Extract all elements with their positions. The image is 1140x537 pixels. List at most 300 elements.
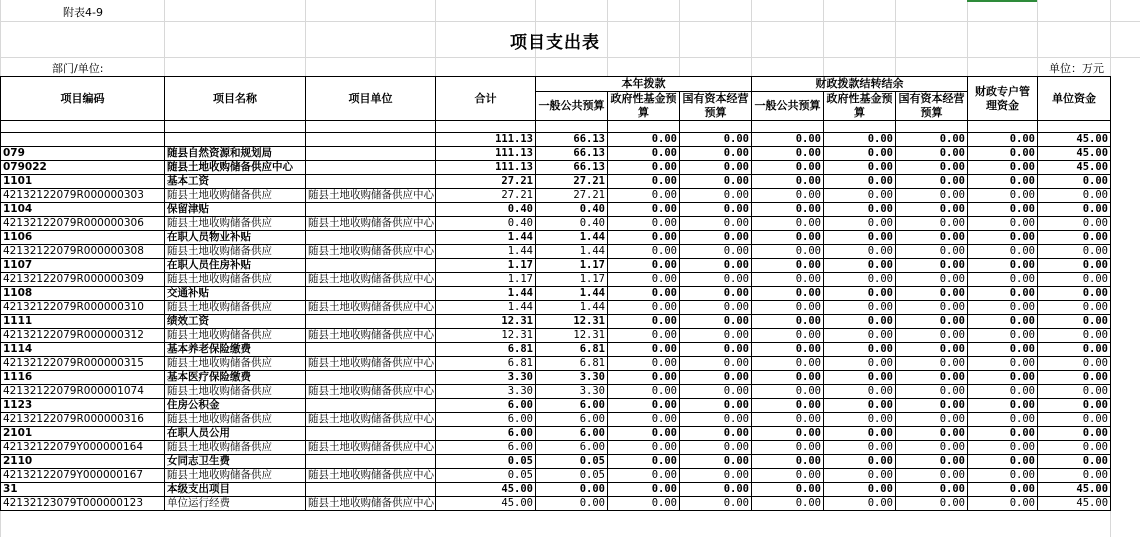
cell-total[interactable]: 6.81 <box>436 357 536 371</box>
cell-gov-fund[interactable]: 0.00 <box>608 343 680 357</box>
cell-special-mgmt[interactable]: 0.00 <box>968 427 1038 441</box>
cell-special-mgmt[interactable]: 0.00 <box>968 147 1038 161</box>
cell-state-capital[interactable]: 0.00 <box>680 497 752 511</box>
cell-carry-state-capital[interactable]: 0.00 <box>896 343 968 357</box>
cell-unit-fund[interactable]: 0.00 <box>1038 287 1111 301</box>
cell-special-mgmt[interactable]: 0.00 <box>968 203 1038 217</box>
cell-carry-state-capital[interactable]: 0.00 <box>896 147 968 161</box>
cell-state-capital[interactable]: 0.00 <box>680 301 752 315</box>
cell-state-capital[interactable]: 0.00 <box>680 315 752 329</box>
cell-name[interactable]: 随县土地收购储备供应 <box>165 329 306 343</box>
cell-general-budget[interactable]: 1.44 <box>536 287 608 301</box>
cell-code[interactable]: 42132123079T000000123 <box>1 497 165 511</box>
cell-total[interactable]: 12.31 <box>436 315 536 329</box>
cell-carry-gov-fund[interactable]: 0.00 <box>824 441 896 455</box>
cell-total[interactable]: 1.44 <box>436 245 536 259</box>
cell-special-mgmt[interactable]: 0.00 <box>968 161 1038 175</box>
cell-total[interactable]: 12.31 <box>436 329 536 343</box>
cell-carry-gov-fund[interactable]: 0.00 <box>824 315 896 329</box>
cell-carry-state-capital[interactable]: 0.00 <box>896 273 968 287</box>
cell-carry-state-capital[interactable]: 0.00 <box>896 287 968 301</box>
cell-unit[interactable]: 随县土地收购储备供应中心 <box>306 217 436 231</box>
cell-gov-fund[interactable]: 0.00 <box>608 371 680 385</box>
cell-general-budget[interactable]: 12.31 <box>536 329 608 343</box>
cell-unit[interactable] <box>306 259 436 273</box>
cell-unit[interactable] <box>306 147 436 161</box>
cell-unit-fund[interactable]: 0.00 <box>1038 301 1111 315</box>
cell-general-budget[interactable]: 66.13 <box>536 161 608 175</box>
cell-unit[interactable]: 随县土地收购储备供应中心 <box>306 441 436 455</box>
cell-unit-fund[interactable]: 0.00 <box>1038 413 1111 427</box>
cell-state-capital[interactable]: 0.00 <box>680 455 752 469</box>
cell-carry-general[interactable]: 0.00 <box>752 371 824 385</box>
cell-special-mgmt[interactable]: 0.00 <box>968 133 1038 147</box>
cell-state-capital[interactable]: 0.00 <box>680 273 752 287</box>
cell-carry-general[interactable]: 0.00 <box>752 315 824 329</box>
cell-general-budget[interactable]: 6.81 <box>536 357 608 371</box>
cell-gov-fund[interactable]: 0.00 <box>608 147 680 161</box>
cell-carry-general[interactable]: 0.00 <box>752 385 824 399</box>
cell-name[interactable]: 随县土地收购储备供应 <box>165 413 306 427</box>
cell-unit-fund[interactable]: 0.00 <box>1038 385 1111 399</box>
cell-general-budget[interactable]: 0.40 <box>536 203 608 217</box>
cell-unit-fund[interactable]: 45.00 <box>1038 161 1111 175</box>
cell-carry-general[interactable]: 0.00 <box>752 189 824 203</box>
cell-general-budget[interactable]: 66.13 <box>536 133 608 147</box>
cell-gov-fund[interactable]: 0.00 <box>608 189 680 203</box>
cell-carry-gov-fund[interactable]: 0.00 <box>824 301 896 315</box>
cell-state-capital[interactable]: 0.00 <box>680 231 752 245</box>
cell-name[interactable]: 随县土地收购储备供应 <box>165 357 306 371</box>
cell-gov-fund[interactable]: 0.00 <box>608 469 680 483</box>
cell-name[interactable]: 随县土地收购储备供应 <box>165 245 306 259</box>
cell-general-budget[interactable]: 0.05 <box>536 455 608 469</box>
cell-state-capital[interactable]: 0.00 <box>680 399 752 413</box>
cell-unit[interactable]: 随县土地收购储备供应中心 <box>306 273 436 287</box>
cell-state-capital[interactable]: 0.00 <box>680 287 752 301</box>
cell-special-mgmt[interactable]: 0.00 <box>968 497 1038 511</box>
cell-total[interactable]: 0.40 <box>436 217 536 231</box>
cell-special-mgmt[interactable]: 0.00 <box>968 259 1038 273</box>
cell-name[interactable]: 单位运行经费 <box>165 497 306 511</box>
cell-general-budget[interactable]: 1.17 <box>536 259 608 273</box>
cell-unit-fund[interactable]: 45.00 <box>1038 483 1111 497</box>
cell-total[interactable]: 27.21 <box>436 189 536 203</box>
cell-carry-gov-fund[interactable]: 0.00 <box>824 455 896 469</box>
cell-total[interactable]: 3.30 <box>436 385 536 399</box>
cell-carry-gov-fund[interactable]: 0.00 <box>824 469 896 483</box>
cell-total[interactable]: 0.40 <box>436 203 536 217</box>
cell-total[interactable]: 3.30 <box>436 371 536 385</box>
cell-carry-gov-fund[interactable]: 0.00 <box>824 385 896 399</box>
cell-gov-fund[interactable]: 0.00 <box>608 399 680 413</box>
cell-unit[interactable]: 随县土地收购储备供应中心 <box>306 469 436 483</box>
cell-carry-state-capital[interactable]: 0.00 <box>896 441 968 455</box>
cell-gov-fund[interactable]: 0.00 <box>608 329 680 343</box>
cell-code[interactable]: 1114 <box>1 343 165 357</box>
cell-general-budget[interactable]: 0.40 <box>536 217 608 231</box>
cell-unit[interactable] <box>306 175 436 189</box>
cell-code[interactable]: 1106 <box>1 231 165 245</box>
cell-state-capital[interactable]: 0.00 <box>680 217 752 231</box>
cell-state-capital[interactable]: 0.00 <box>680 245 752 259</box>
cell-carry-general[interactable]: 0.00 <box>752 301 824 315</box>
cell-general-budget[interactable]: 0.00 <box>536 497 608 511</box>
cell-total[interactable]: 1.44 <box>436 301 536 315</box>
cell-gov-fund[interactable]: 0.00 <box>608 427 680 441</box>
cell-carry-general[interactable]: 0.00 <box>752 413 824 427</box>
cell-total[interactable]: 45.00 <box>436 483 536 497</box>
cell-carry-general[interactable]: 0.00 <box>752 259 824 273</box>
cell-state-capital[interactable]: 0.00 <box>680 189 752 203</box>
cell-code[interactable]: 1123 <box>1 399 165 413</box>
cell-carry-gov-fund[interactable]: 0.00 <box>824 413 896 427</box>
cell-carry-general[interactable]: 0.00 <box>752 441 824 455</box>
cell-carry-general[interactable]: 0.00 <box>752 175 824 189</box>
cell-total[interactable]: 1.44 <box>436 231 536 245</box>
cell-carry-state-capital[interactable]: 0.00 <box>896 203 968 217</box>
cell-total[interactable]: 111.13 <box>436 133 536 147</box>
cell-special-mgmt[interactable]: 0.00 <box>968 343 1038 357</box>
cell-name[interactable]: 保留津贴 <box>165 203 306 217</box>
cell-state-capital[interactable]: 0.00 <box>680 147 752 161</box>
cell-carry-state-capital[interactable]: 0.00 <box>896 385 968 399</box>
cell-carry-state-capital[interactable]: 0.00 <box>896 455 968 469</box>
cell-gov-fund[interactable]: 0.00 <box>608 497 680 511</box>
cell-name[interactable]: 随县土地收购储备供应 <box>165 469 306 483</box>
cell-carry-state-capital[interactable]: 0.00 <box>896 497 968 511</box>
cell-unit[interactable] <box>306 161 436 175</box>
cell-unit[interactable]: 随县土地收购储备供应中心 <box>306 357 436 371</box>
cell-carry-general[interactable]: 0.00 <box>752 245 824 259</box>
cell-unit[interactable]: 随县土地收购储备供应中心 <box>306 329 436 343</box>
cell-carry-gov-fund[interactable]: 0.00 <box>824 399 896 413</box>
cell-carry-gov-fund[interactable]: 0.00 <box>824 189 896 203</box>
cell-code[interactable]: 2110 <box>1 455 165 469</box>
cell-special-mgmt[interactable]: 0.00 <box>968 441 1038 455</box>
cell-code[interactable]: 42132122079R000000315 <box>1 357 165 371</box>
cell-gov-fund[interactable]: 0.00 <box>608 217 680 231</box>
cell-gov-fund[interactable]: 0.00 <box>608 357 680 371</box>
cell-general-budget[interactable]: 6.00 <box>536 413 608 427</box>
cell-carry-general[interactable]: 0.00 <box>752 469 824 483</box>
cell-name[interactable]: 基本养老保险缴费 <box>165 343 306 357</box>
cell-code[interactable]: 2101 <box>1 427 165 441</box>
cell-special-mgmt[interactable]: 0.00 <box>968 329 1038 343</box>
cell-unit-fund[interactable]: 0.00 <box>1038 273 1111 287</box>
cell-carry-gov-fund[interactable]: 0.00 <box>824 245 896 259</box>
cell-carry-gov-fund[interactable]: 0.00 <box>824 147 896 161</box>
cell-state-capital[interactable]: 0.00 <box>680 469 752 483</box>
cell-carry-general[interactable]: 0.00 <box>752 203 824 217</box>
cell-special-mgmt[interactable]: 0.00 <box>968 189 1038 203</box>
cell-general-budget[interactable]: 6.00 <box>536 441 608 455</box>
cell-carry-general[interactable]: 0.00 <box>752 287 824 301</box>
cell-special-mgmt[interactable]: 0.00 <box>968 385 1038 399</box>
cell-total[interactable]: 27.21 <box>436 175 536 189</box>
cell-code[interactable]: 42132122079Y000000167 <box>1 469 165 483</box>
cell-carry-gov-fund[interactable]: 0.00 <box>824 497 896 511</box>
cell-unit-fund[interactable]: 0.00 <box>1038 217 1111 231</box>
cell-unit[interactable] <box>306 343 436 357</box>
cell-code[interactable]: 42132122079R000000312 <box>1 329 165 343</box>
cell-unit-fund[interactable]: 0.00 <box>1038 469 1111 483</box>
cell-unit[interactable] <box>306 455 436 469</box>
cell-gov-fund[interactable]: 0.00 <box>608 175 680 189</box>
cell-state-capital[interactable]: 0.00 <box>680 357 752 371</box>
cell-general-budget[interactable]: 6.00 <box>536 427 608 441</box>
cell-unit-fund[interactable]: 0.00 <box>1038 203 1111 217</box>
cell-special-mgmt[interactable]: 0.00 <box>968 371 1038 385</box>
cell-general-budget[interactable]: 1.44 <box>536 231 608 245</box>
cell-unit[interactable] <box>306 133 436 147</box>
cell-special-mgmt[interactable]: 0.00 <box>968 315 1038 329</box>
cell-gov-fund[interactable]: 0.00 <box>608 483 680 497</box>
cell-carry-state-capital[interactable]: 0.00 <box>896 189 968 203</box>
cell-name[interactable]: 女同志卫生费 <box>165 455 306 469</box>
cell-general-budget[interactable]: 3.30 <box>536 385 608 399</box>
cell-unit-fund[interactable]: 0.00 <box>1038 441 1111 455</box>
cell-unit[interactable] <box>306 287 436 301</box>
cell-state-capital[interactable]: 0.00 <box>680 343 752 357</box>
cell-total[interactable]: 0.05 <box>436 455 536 469</box>
cell-carry-state-capital[interactable]: 0.00 <box>896 133 968 147</box>
cell-total[interactable]: 6.00 <box>436 413 536 427</box>
cell-carry-gov-fund[interactable]: 0.00 <box>824 483 896 497</box>
cell-state-capital[interactable]: 0.00 <box>680 329 752 343</box>
cell-special-mgmt[interactable]: 0.00 <box>968 469 1038 483</box>
cell-unit-fund[interactable]: 0.00 <box>1038 357 1111 371</box>
cell-gov-fund[interactable]: 0.00 <box>608 455 680 469</box>
cell-name[interactable]: 在职人员住房补贴 <box>165 259 306 273</box>
cell-carry-state-capital[interactable]: 0.00 <box>896 483 968 497</box>
cell-name[interactable]: 随县土地收购储备供应 <box>165 217 306 231</box>
cell-code[interactable]: 42132122079R000000306 <box>1 217 165 231</box>
cell-gov-fund[interactable]: 0.00 <box>608 273 680 287</box>
cell-name[interactable]: 本级支出项目 <box>165 483 306 497</box>
cell-carry-general[interactable]: 0.00 <box>752 329 824 343</box>
cell-gov-fund[interactable]: 0.00 <box>608 441 680 455</box>
cell-carry-general[interactable]: 0.00 <box>752 427 824 441</box>
cell-carry-general[interactable]: 0.00 <box>752 343 824 357</box>
cell-gov-fund[interactable]: 0.00 <box>608 133 680 147</box>
cell-carry-state-capital[interactable]: 0.00 <box>896 217 968 231</box>
cell-carry-gov-fund[interactable]: 0.00 <box>824 231 896 245</box>
cell-carry-state-capital[interactable]: 0.00 <box>896 301 968 315</box>
cell-carry-state-capital[interactable]: 0.00 <box>896 329 968 343</box>
cell-carry-gov-fund[interactable]: 0.00 <box>824 203 896 217</box>
cell-name[interactable]: 绩效工资 <box>165 315 306 329</box>
cell-unit-fund[interactable]: 0.00 <box>1038 455 1111 469</box>
cell-code[interactable]: 1101 <box>1 175 165 189</box>
cell-unit-fund[interactable]: 45.00 <box>1038 147 1111 161</box>
cell-carry-general[interactable]: 0.00 <box>752 399 824 413</box>
cell-gov-fund[interactable]: 0.00 <box>608 413 680 427</box>
cell-total[interactable]: 1.44 <box>436 287 536 301</box>
cell-state-capital[interactable]: 0.00 <box>680 427 752 441</box>
cell-carry-gov-fund[interactable]: 0.00 <box>824 357 896 371</box>
cell-unit[interactable] <box>306 483 436 497</box>
cell-unit-fund[interactable]: 0.00 <box>1038 189 1111 203</box>
cell-total[interactable]: 1.17 <box>436 259 536 273</box>
cell-name[interactable]: 交通补贴 <box>165 287 306 301</box>
cell-name[interactable]: 在职人员公用 <box>165 427 306 441</box>
cell-name[interactable]: 在职人员物业补贴 <box>165 231 306 245</box>
cell-general-budget[interactable]: 6.00 <box>536 399 608 413</box>
cell-name[interactable]: 随县土地收购储备供应 <box>165 385 306 399</box>
cell-carry-gov-fund[interactable]: 0.00 <box>824 175 896 189</box>
cell-carry-gov-fund[interactable]: 0.00 <box>824 161 896 175</box>
cell-total[interactable]: 111.13 <box>436 161 536 175</box>
cell-carry-state-capital[interactable]: 0.00 <box>896 413 968 427</box>
cell-state-capital[interactable]: 0.00 <box>680 203 752 217</box>
cell-unit-fund[interactable]: 0.00 <box>1038 343 1111 357</box>
cell-unit-fund[interactable]: 0.00 <box>1038 175 1111 189</box>
cell-carry-state-capital[interactable]: 0.00 <box>896 161 968 175</box>
cell-general-budget[interactable]: 12.31 <box>536 315 608 329</box>
cell-unit[interactable] <box>306 231 436 245</box>
cell-unit-fund[interactable]: 0.00 <box>1038 329 1111 343</box>
cell-unit-fund[interactable]: 0.00 <box>1038 245 1111 259</box>
cell-state-capital[interactable]: 0.00 <box>680 413 752 427</box>
cell-carry-general[interactable]: 0.00 <box>752 455 824 469</box>
cell-unit-fund[interactable]: 0.00 <box>1038 427 1111 441</box>
cell-name[interactable]: 基本医疗保险缴费 <box>165 371 306 385</box>
cell-total[interactable]: 6.00 <box>436 441 536 455</box>
cell-carry-gov-fund[interactable]: 0.00 <box>824 259 896 273</box>
cell-gov-fund[interactable]: 0.00 <box>608 259 680 273</box>
cell-name[interactable]: 住房公积金 <box>165 399 306 413</box>
cell-name[interactable]: 随县土地收购储备供应 <box>165 273 306 287</box>
cell-state-capital[interactable]: 0.00 <box>680 259 752 273</box>
cell-special-mgmt[interactable]: 0.00 <box>968 245 1038 259</box>
cell-carry-state-capital[interactable]: 0.00 <box>896 399 968 413</box>
cell-carry-state-capital[interactable]: 0.00 <box>896 231 968 245</box>
cell-unit[interactable]: 随县土地收购储备供应中心 <box>306 497 436 511</box>
cell-general-budget[interactable]: 0.00 <box>536 483 608 497</box>
cell-code[interactable]: 42132122079R000000308 <box>1 245 165 259</box>
cell-carry-general[interactable]: 0.00 <box>752 273 824 287</box>
cell-special-mgmt[interactable]: 0.00 <box>968 231 1038 245</box>
cell-unit-fund[interactable]: 0.00 <box>1038 259 1111 273</box>
cell-carry-gov-fund[interactable]: 0.00 <box>824 343 896 357</box>
cell-code[interactable]: 31 <box>1 483 165 497</box>
cell-carry-general[interactable]: 0.00 <box>752 483 824 497</box>
cell-carry-gov-fund[interactable]: 0.00 <box>824 133 896 147</box>
cell-gov-fund[interactable]: 0.00 <box>608 245 680 259</box>
cell-code[interactable]: 42132122079R000000309 <box>1 273 165 287</box>
cell-code[interactable]: 079 <box>1 147 165 161</box>
cell-general-budget[interactable]: 1.44 <box>536 245 608 259</box>
cell-carry-general[interactable]: 0.00 <box>752 231 824 245</box>
cell-general-budget[interactable]: 27.21 <box>536 175 608 189</box>
cell-carry-gov-fund[interactable]: 0.00 <box>824 371 896 385</box>
cell-gov-fund[interactable]: 0.00 <box>608 385 680 399</box>
cell-unit[interactable]: 随县土地收购储备供应中心 <box>306 189 436 203</box>
cell-carry-gov-fund[interactable]: 0.00 <box>824 427 896 441</box>
cell-total[interactable]: 6.81 <box>436 343 536 357</box>
cell-carry-general[interactable]: 0.00 <box>752 161 824 175</box>
cell-special-mgmt[interactable]: 0.00 <box>968 217 1038 231</box>
cell-special-mgmt[interactable]: 0.00 <box>968 287 1038 301</box>
cell-unit[interactable]: 随县土地收购储备供应中心 <box>306 413 436 427</box>
cell-carry-gov-fund[interactable]: 0.00 <box>824 287 896 301</box>
cell-unit-fund[interactable]: 45.00 <box>1038 497 1111 511</box>
cell-unit[interactable] <box>306 315 436 329</box>
cell-carry-general[interactable]: 0.00 <box>752 133 824 147</box>
cell-state-capital[interactable]: 0.00 <box>680 441 752 455</box>
cell-code[interactable] <box>1 133 165 147</box>
cell-special-mgmt[interactable]: 0.00 <box>968 301 1038 315</box>
cell-carry-state-capital[interactable]: 0.00 <box>896 357 968 371</box>
cell-unit[interactable] <box>306 427 436 441</box>
cell-name[interactable]: 基本工资 <box>165 175 306 189</box>
cell-name[interactable]: 随县自然资源和规划局 <box>165 147 306 161</box>
cell-carry-state-capital[interactable]: 0.00 <box>896 259 968 273</box>
cell-carry-general[interactable]: 0.00 <box>752 497 824 511</box>
cell-gov-fund[interactable]: 0.00 <box>608 315 680 329</box>
cell-carry-gov-fund[interactable]: 0.00 <box>824 329 896 343</box>
cell-special-mgmt[interactable]: 0.00 <box>968 483 1038 497</box>
cell-name[interactable]: 随县土地收购储备供应中心 <box>165 161 306 175</box>
cell-code[interactable]: 1111 <box>1 315 165 329</box>
cell-name[interactable] <box>165 133 306 147</box>
cell-state-capital[interactable]: 0.00 <box>680 175 752 189</box>
cell-state-capital[interactable]: 0.00 <box>680 371 752 385</box>
cell-special-mgmt[interactable]: 0.00 <box>968 357 1038 371</box>
cell-unit-fund[interactable]: 45.00 <box>1038 133 1111 147</box>
cell-state-capital[interactable]: 0.00 <box>680 483 752 497</box>
cell-total[interactable]: 6.00 <box>436 399 536 413</box>
cell-unit-fund[interactable]: 0.00 <box>1038 371 1111 385</box>
cell-total[interactable]: 45.00 <box>436 497 536 511</box>
cell-name[interactable]: 随县土地收购储备供应 <box>165 441 306 455</box>
cell-carry-general[interactable]: 0.00 <box>752 147 824 161</box>
cell-unit[interactable]: 随县土地收购储备供应中心 <box>306 385 436 399</box>
cell-carry-general[interactable]: 0.00 <box>752 357 824 371</box>
cell-gov-fund[interactable]: 0.00 <box>608 161 680 175</box>
cell-unit[interactable]: 随县土地收购储备供应中心 <box>306 301 436 315</box>
cell-unit-fund[interactable]: 0.00 <box>1038 315 1111 329</box>
cell-unit[interactable]: 随县土地收购储备供应中心 <box>306 245 436 259</box>
cell-carry-gov-fund[interactable]: 0.00 <box>824 273 896 287</box>
cell-total[interactable]: 6.00 <box>436 427 536 441</box>
cell-carry-state-capital[interactable]: 0.00 <box>896 245 968 259</box>
cell-gov-fund[interactable]: 0.00 <box>608 301 680 315</box>
cell-carry-general[interactable]: 0.00 <box>752 217 824 231</box>
cell-carry-state-capital[interactable]: 0.00 <box>896 371 968 385</box>
cell-code[interactable]: 1116 <box>1 371 165 385</box>
cell-general-budget[interactable]: 1.44 <box>536 301 608 315</box>
cell-unit[interactable] <box>306 399 436 413</box>
cell-total[interactable]: 1.17 <box>436 273 536 287</box>
cell-general-budget[interactable]: 1.17 <box>536 273 608 287</box>
cell-name[interactable]: 随县土地收购储备供应 <box>165 189 306 203</box>
cell-carry-state-capital[interactable]: 0.00 <box>896 469 968 483</box>
cell-unit-fund[interactable]: 0.00 <box>1038 231 1111 245</box>
cell-carry-state-capital[interactable]: 0.00 <box>896 175 968 189</box>
cell-total[interactable]: 0.05 <box>436 469 536 483</box>
cell-general-budget[interactable]: 3.30 <box>536 371 608 385</box>
cell-special-mgmt[interactable]: 0.00 <box>968 399 1038 413</box>
cell-carry-state-capital[interactable]: 0.00 <box>896 427 968 441</box>
cell-code[interactable]: 42132122079R000000310 <box>1 301 165 315</box>
cell-code[interactable]: 1108 <box>1 287 165 301</box>
cell-gov-fund[interactable]: 0.00 <box>608 231 680 245</box>
cell-code[interactable]: 1107 <box>1 259 165 273</box>
cell-unit[interactable] <box>306 371 436 385</box>
cell-name[interactable]: 随县土地收购储备供应 <box>165 301 306 315</box>
